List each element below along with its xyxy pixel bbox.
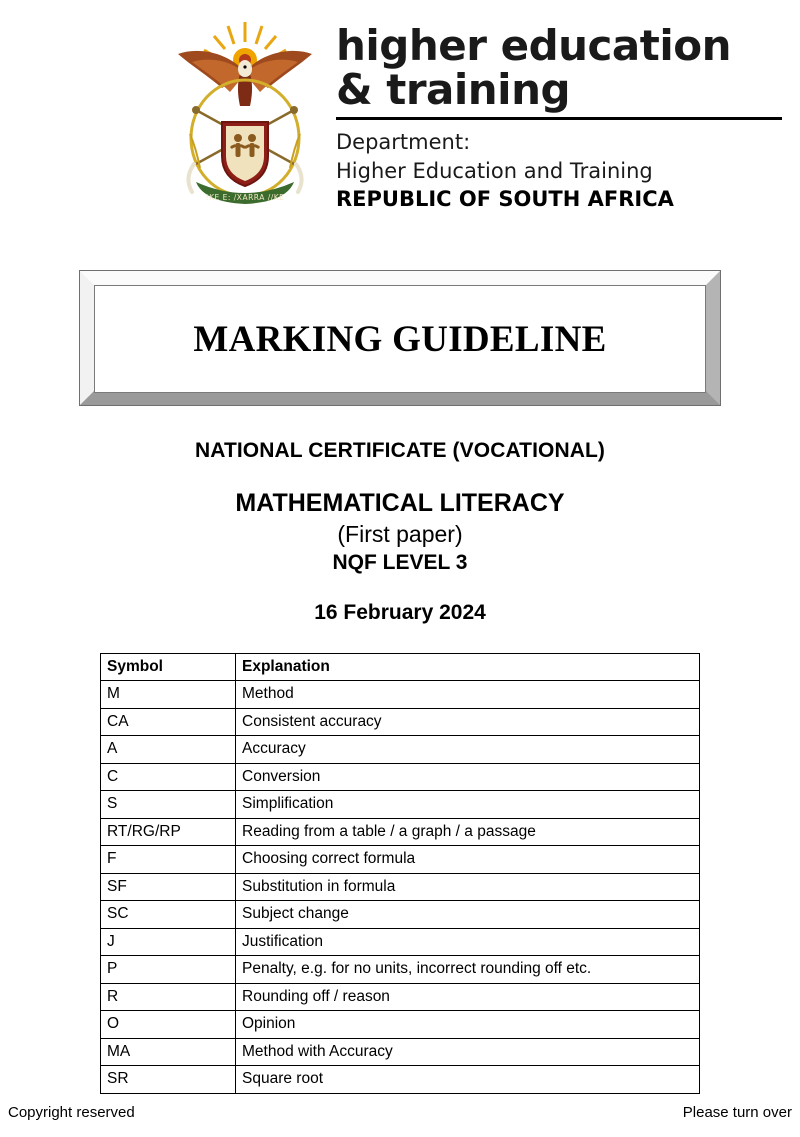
cell-explanation: Accuracy [236,736,700,763]
dept-title-line1: higher education [336,21,731,70]
svg-text:!KE E: /XARRA //KE: !KE E: /XARRA //KE [205,193,285,202]
cell-symbol: RT/RG/RP [101,818,236,845]
cell-symbol: S [101,791,236,818]
cell-explanation: Choosing correct formula [236,846,700,873]
table-body [101,681,700,1093]
column-header-explanation: Explanation [236,654,700,681]
cell-explanation: Square root [236,1066,700,1093]
table-row [101,846,700,873]
dept-title-line2: & training [336,64,571,114]
cell-symbol: R [101,983,236,1010]
table-row [101,901,700,928]
footer-copyright: Copyright reserved [8,1104,135,1121]
cell-explanation: Justification [236,928,700,955]
dept-subline-2: Higher Education and Training [336,158,653,183]
cell-explanation: Method with Accuracy [236,1038,700,1065]
symbol-legend-table-container [100,653,700,1094]
column-header-symbol: Symbol [101,654,236,681]
cell-symbol: SC [101,901,236,928]
footer-turn-over: Please turn over [682,1104,792,1121]
table-row [101,818,700,845]
table-row [101,763,700,790]
cell-symbol: J [101,928,236,955]
cell-explanation: Substitution in formula [236,873,700,900]
table-row [101,708,700,735]
table-row [101,983,700,1010]
bevelled-title-box [80,271,720,405]
header-divider [336,117,782,120]
cell-explanation: Reading from a table / a graph / a passage [236,818,700,845]
document-subtitles [0,439,800,625]
cell-explanation: Conversion [236,763,700,790]
certificate-line: NATIONAL CERTIFICATE (VOCATIONAL) [194,439,606,462]
page-title: MARKING GUIDELINE [193,318,607,360]
table-row [101,1011,700,1038]
cell-symbol: O [101,1011,236,1038]
cell-explanation: Penalty, e.g. for no units, incorrect rounding off etc. [236,956,700,983]
title-box-container [80,271,720,405]
table-row [101,1066,700,1093]
cell-explanation: Method [236,681,700,708]
cell-explanation: Simplification [236,791,700,818]
dept-subline-3: REPUBLIC OF SOUTH AFRICA [336,187,674,212]
cell-explanation: Opinion [236,1011,700,1038]
dept-subline-1: Department: [336,130,471,155]
cell-explanation: Subject change [236,901,700,928]
table-row [101,873,700,900]
cell-symbol: M [101,681,236,708]
title-box-inner [94,285,706,393]
cell-explanation: Rounding off / reason [236,983,700,1010]
table-row [101,791,700,818]
paper-line: (First paper) [337,521,463,547]
document-header [0,0,800,219]
cell-explanation: Consistent accuracy [236,708,700,735]
cell-symbol: C [101,763,236,790]
cell-symbol: SR [101,1066,236,1093]
table-header-row [101,654,700,681]
table-row [101,736,700,763]
table-row [101,928,700,955]
table-row [101,956,700,983]
cell-symbol: A [101,736,236,763]
department-branding [330,14,782,213]
subject-line: MATHEMATICAL LITERACY [235,489,565,517]
cell-symbol: MA [101,1038,236,1065]
table-row [101,681,700,708]
south-african-coat-of-arms-icon [160,14,330,219]
table-row [101,1038,700,1065]
page-footer [0,1104,800,1121]
cell-symbol: CA [101,708,236,735]
nqf-level-line: NQF LEVEL 3 [332,551,468,574]
cell-symbol: SF [101,873,236,900]
exam-date: 16 February 2024 [314,601,486,624]
symbol-legend-table [100,653,700,1094]
cell-symbol: P [101,956,236,983]
cell-symbol: F [101,846,236,873]
